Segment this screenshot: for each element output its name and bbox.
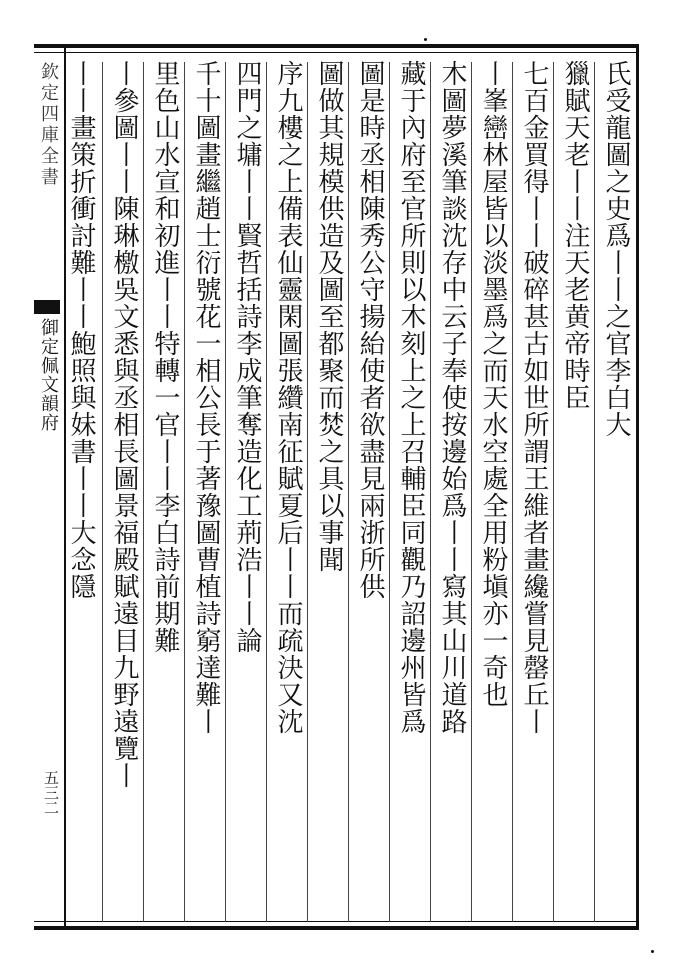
text-column-9: 序九樓之上備表仙靈閑圖張纘南征賦夏后丨丨而疏決又沈 [273,60,303,735]
text-column-8: 圖做其規模供造及圖至都聚而焚之具以事聞 [314,60,344,573]
text-column-2: 獵賦天老丨丨注天老黄帝時臣 [560,60,590,411]
fish-tail-mark [34,300,60,314]
margin-book-title: 御定佩文韻府 [38,318,59,432]
text-column-10: 四門之墉丨丨賢哲括詩李成筆奪造化工荊浩丨丨論 [232,60,262,654]
text-column-3: 七百金買得丨丨破碎甚古如世所謂王維者畫纔嘗見罄丘丨 [519,60,549,735]
text-column-1: 氏受龍圖之史爲丨丨之官李白大 [601,60,631,438]
text-column-13: 丨參圖丨丨陳琳檄吳文悉與丞相長圖景福殿賦遠目九野遠覽丨 [109,60,139,789]
text-column-12: 里色山水宣和初進丨丨特轉一官丨丨李白詩前期難 [150,60,180,654]
text-column-14: 丨丨畫策折衝討難丨丨鮑照與妹書丨丨大念隱 [66,60,96,600]
text-column-6: 藏于內府至官所則以木刻上之上召輔臣同觀乃詔邊州皆爲 [396,60,426,735]
text-column-11: 千十圖畫繼趙士衍號花一相公長于著豫圖曹植詩窮達難丨 [191,60,221,735]
text-column-7: 圖是時丞相陳秀公守揚紿使者欲盡見兩浙所供 [355,60,385,600]
top-border-inner [34,52,638,53]
ink-speck [424,38,427,41]
bottom-border [34,926,638,930]
top-border [34,44,638,48]
margin-series-title: 欽定四庫全書 [38,62,59,188]
text-column-4: 丨峯巒林屋皆以淡墨爲之而天水空處全用粉塡亦一奇也 [478,60,508,708]
page-number: 五三二 [42,770,60,815]
text-column-5: 木圖夢溪筆談沈存中云子奉使按邊始爲丨丨寫其山川道路 [437,60,467,735]
ink-speck [651,950,654,953]
